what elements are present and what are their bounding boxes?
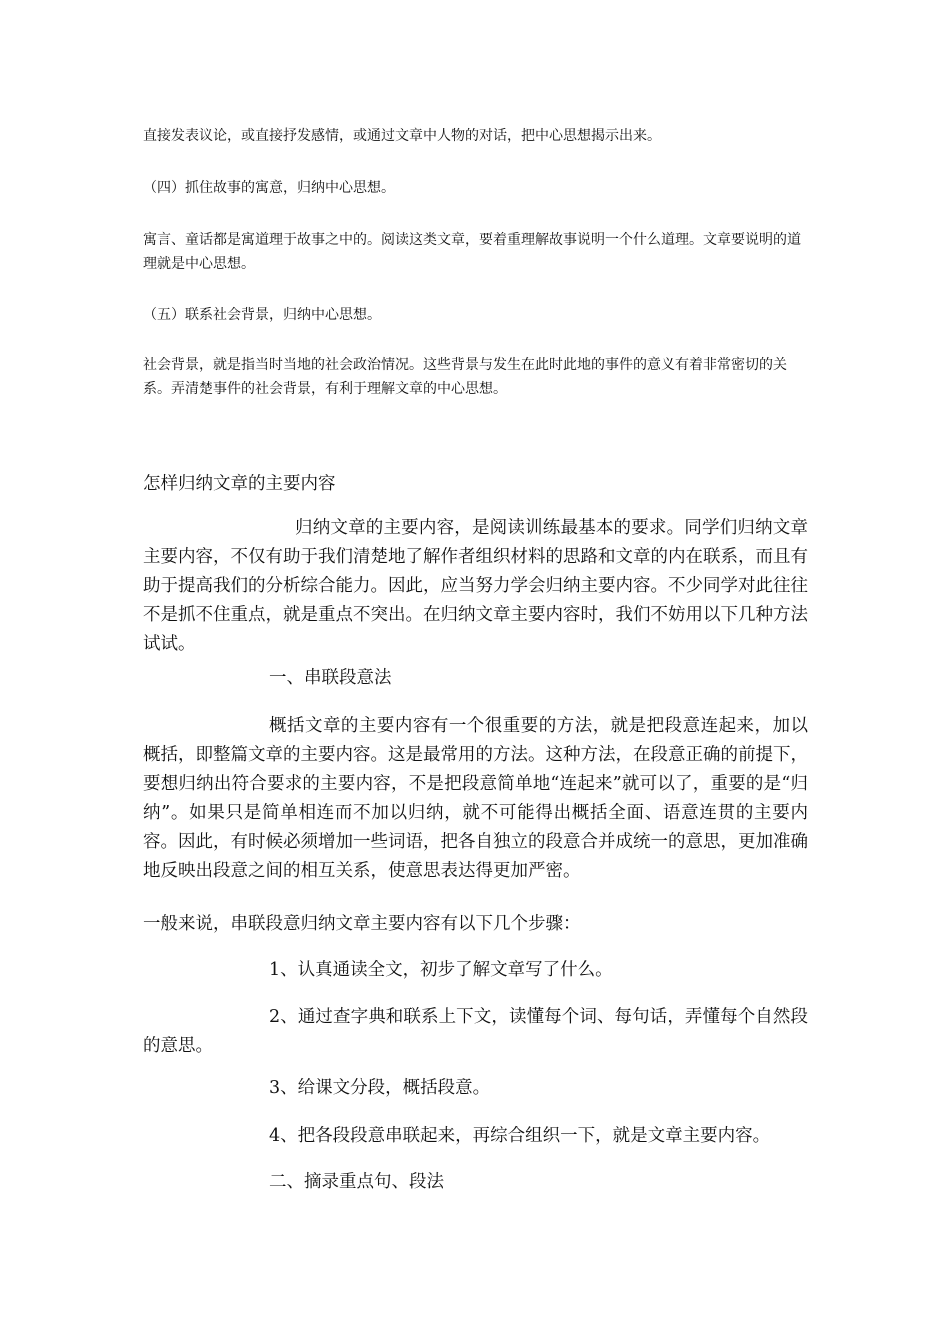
heading-section-four: （四）抓住故事的寓意，归纳中心思想。 [143,180,395,196]
paragraph-intro: 归纳文章的主要内容，是阅读训练最基本的要求。同学们归纳文章主要内容，不仅有助于我们清楚地了解作者组织材料的思路和文章的内在联系，而且有助于提高我们的分析综合能力。因此，应当努力学会归纳主要内容。不少同学对此往往不是抓不住重点，就是重点不突出。在归纳文章主要内容时，我们不妨用以下几种方法试试。 [143,518,808,654]
method-two-title: 二、摘录重点句、段法 [269,1172,444,1192]
paragraph-fables: 寓言、童话都是寓道理于故事之中的。阅读这类文章，要着重理解故事说明一个什么道理。文章要说明的道理就是中心思想。 [143,232,801,272]
paragraph-direct-expression: 直接发表议论，或直接抒发感情，或通过文章中人物的对话，把中心思想揭示出来。 [143,128,661,144]
paragraph-social-background: 社会背景，就是指当时当地的社会政治情况。这些背景与发生在此时此地的事件的意义有着非常密切的关系。弄清楚事件的社会背景，有利于理解文章的中心思想。 [143,357,787,397]
step-item-1: 1、认真通读全文，初步了解文章写了什么。 [269,960,613,980]
section-title: 怎样归纳文章的主要内容 [143,474,336,494]
step-item-2: 2、通过查字典和联系上下文，读懂每个词、每句话，弄懂每个自然段的意思。 [143,1007,808,1056]
step-item-3: 3、给课文分段，概括段意。 [269,1078,491,1098]
method-one-title: 一、串联段意法 [269,668,392,688]
steps-intro: 一般来说，串联段意归纳文章主要内容有以下几个步骤： [143,914,581,934]
step-item-4: 4、把各段段意串联起来，再综合组织一下，就是文章主要内容。 [269,1126,771,1146]
heading-section-five: （五）联系社会背景，归纳中心思想。 [143,307,381,323]
paragraph-method-one: 概括文章的主要内容有一个很重要的方法，就是把段意连起来，加以概括，即整篇文章的主要内容。这是最常用的方法。这种方法，在段意正确的前提下，要想归纳出符合要求的主要内容，不是把段意简单地“连起来”就可以了，重要的是“归纳”。如果只是简单相连而不加以归纳，就不可能得出概括全面、语意连贯的主要内容。因此，有时候必须增加一些词语，把各自独立的段意合并成统一的意思，更加准确地反映出段意之间的相互关系，使意思表达得更加严密。 [143,716,808,881]
